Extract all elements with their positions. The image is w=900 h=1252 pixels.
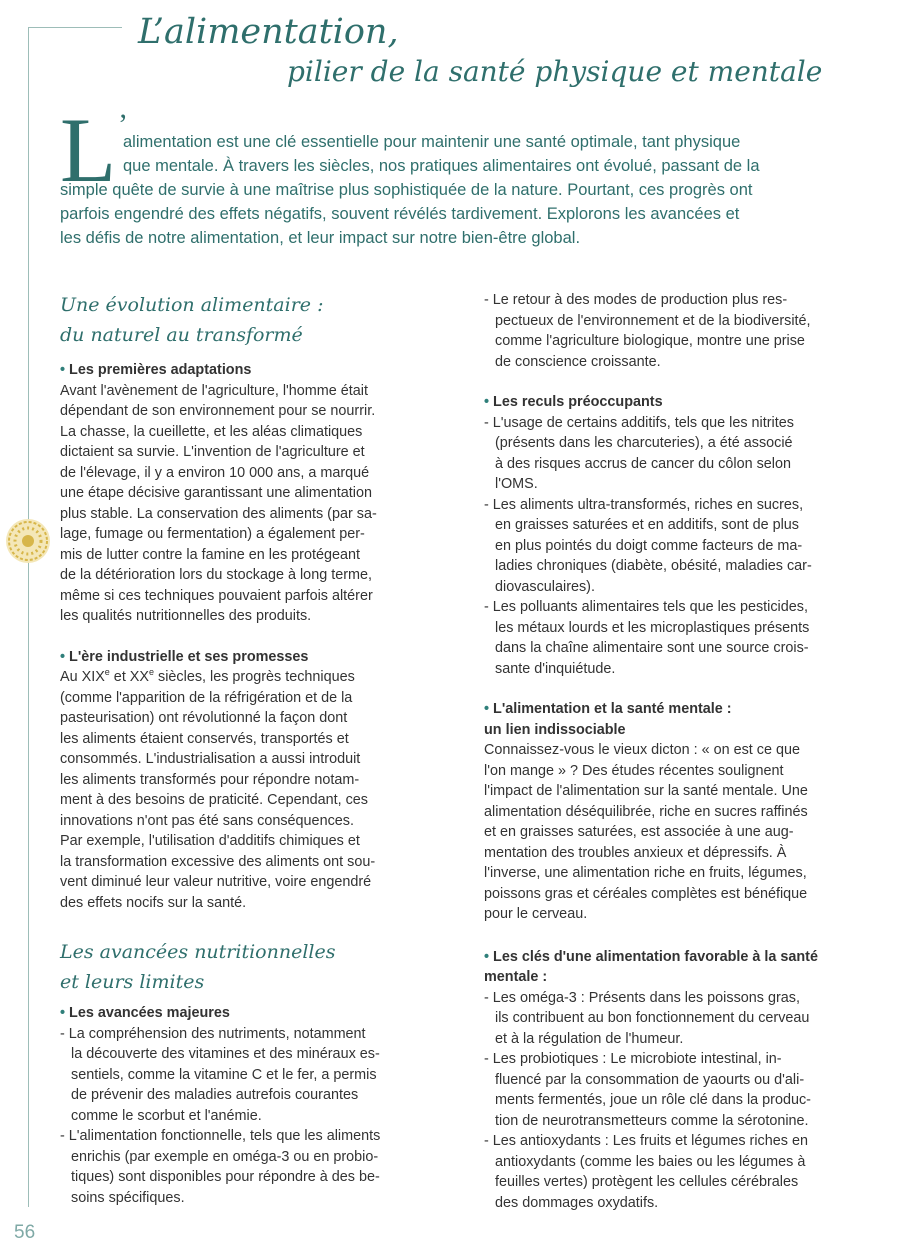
paragraph-line: consommés. L'industrialisation a aussi introduit — [60, 751, 361, 767]
paragraph-line: (comme l'apparition de la réfrigération et de la — [60, 689, 353, 706]
subheading: mentale : — [484, 969, 548, 985]
bullet: • — [484, 394, 490, 410]
list-item-line: - L'alimentation fonctionnelle, tels que les aliments — [60, 1128, 381, 1144]
list-item-line: - Les antioxydants : Les fruits et légumes riches en — [484, 1133, 808, 1149]
bullet: • — [60, 362, 66, 378]
paragraph-line: l'on mange » ? Des études récentes soulignent — [484, 762, 784, 779]
subheading: • Les premières adaptations — [60, 362, 252, 378]
paragraph-line: de la détérioration lors du stockage à long terme, — [60, 567, 372, 583]
paragraph-line: Par exemple, l'utilisation d'additifs chimiques et — [60, 833, 360, 849]
list-item-line: soins spécifiques. — [71, 1189, 185, 1206]
list-item-line: fluencé par la consommation de yaourts ou d'ali- — [495, 1071, 805, 1088]
paragraph-line: les aliments transformés pour répondre notam- — [60, 771, 360, 788]
list-item-line: comme l'agriculture biologique, montre une prise — [495, 333, 805, 349]
paragraph-line: alimentation déséquilibrée, riche en sucres raffinés — [484, 803, 808, 820]
list-item-line: des dommages oxydatifs. — [495, 1194, 659, 1211]
paragraph-line: dépendant de son environnement pour se nourrir. — [60, 403, 376, 419]
drop-cap-apostrophe: ’ — [118, 108, 128, 141]
list-item-line: de prévenir des maladies autrefois courantes — [71, 1087, 359, 1103]
page-title-line1: L’alimentation, — [138, 12, 399, 52]
list-item-line: (présents dans les charcuteries), a été associé — [495, 435, 793, 451]
list-item-line: en graisses saturées et en additifs, sont de plus — [495, 517, 799, 533]
paragraph-line: poissons gras et céréales complètes est bénéfique — [484, 885, 808, 902]
list-item-line: sante d'inquiétude. — [495, 660, 616, 677]
list-item-line: tiques) sont disponibles pour répondre à des be- — [71, 1169, 380, 1185]
paragraph-line: plus stable. La conservation des aliments (par sa- — [60, 505, 377, 522]
list-item-line: - La compréhension des nutriments, notamment — [60, 1025, 366, 1042]
list-item-line: en plus pointés du doigt comme facteurs de ma- — [495, 537, 803, 554]
list-item-line: diovasculaires). — [495, 578, 595, 595]
paragraph-line: mis de lutter contre la famine en les protégeant — [60, 546, 360, 563]
subheading: • Les clés d'une alimentation favorable à la santé — [484, 948, 818, 965]
section-title: Les avancées nutritionnelles — [60, 941, 336, 963]
paragraph-line: même si ces techniques pouvaient parfois altérer — [60, 587, 373, 604]
subheading: • L'alimentation et la santé mentale : — [484, 701, 732, 717]
list-item-line: à des risques accrus de cancer du côlon selon — [495, 455, 791, 472]
subheading: • Les avancées majeures — [60, 1005, 230, 1021]
paragraph-line: des effets nocifs sur la santé. — [60, 894, 247, 911]
paragraph-line: Au XIXe et XXe siècles, les progrès techniques — [60, 667, 355, 685]
paragraph-line: pasteurisation) ont révolutionné la façon dont — [60, 710, 348, 726]
section-title: et leurs limites — [60, 971, 205, 993]
list-item-line: l'OMS. — [495, 476, 538, 492]
list-item-line: - Les probiotiques : Le microbiote intestinal, in- — [484, 1051, 782, 1067]
intro-line: que mentale. À travers les siècles, nos pratiques alimentaires ont évolué, passant de la — [123, 157, 760, 175]
paragraph-line: Avant l'avènement de l'agriculture, l'homme était — [60, 382, 368, 399]
intro-line: alimentation est une clé essentielle pour maintenir une santé optimale, tant physique — [123, 133, 741, 151]
list-item-line: - Les oméga-3 : Présents dans les poissons gras, — [484, 989, 800, 1006]
list-item-line: enrichis (par exemple en oméga-3 ou en probio- — [71, 1148, 379, 1165]
gold-floral-seal-icon — [5, 518, 51, 564]
frame-line-left — [28, 27, 29, 1207]
list-item-line: et à la régulation de l'humeur. — [495, 1030, 684, 1047]
paragraph-line: l'inverse, une alimentation riche en fruits, légumes, — [484, 865, 807, 881]
paragraph-line: La chasse, la cueillette, et les aléas climatiques — [60, 423, 363, 440]
drop-cap: L — [60, 99, 117, 201]
paragraph-line: l'impact de l'alimentation sur la santé mentale. Une — [484, 783, 808, 799]
list-item-line: ils contribuent au bon fonctionnement du cerveau — [495, 1010, 810, 1026]
list-item-line: sentiels, comme la vitamine C et le fer, a permis — [71, 1066, 377, 1083]
list-item-line: antioxydants (comme les baies ou les légumes à — [495, 1153, 806, 1170]
list-item-line: ments fermentés, joue un rôle clé dans la produc- — [495, 1092, 811, 1108]
paragraph-line: Connaissez-vous le vieux dicton : « on est ce que — [484, 742, 800, 758]
paragraph-line: une étape décisive garantissant une alimentation — [60, 485, 373, 501]
bullet: • — [60, 1005, 66, 1021]
paragraph-line: pour le cerveau. — [484, 906, 588, 922]
bullet: • — [484, 701, 490, 717]
list-item-line: ladies chroniques (diabète, obésité, maladies car- — [495, 558, 812, 574]
intro-line: simple quête de survie à une maîtrise plus sophistiquée de la nature. Pourtant, ces progrès ont — [60, 181, 753, 199]
list-item-line: les métaux lourds et les microplastiques présents — [495, 619, 810, 636]
list-item-line: comme le scorbut et l'anémie. — [71, 1107, 262, 1124]
intro-line: parfois engendré des effets négatifs, souvent révélés tardivement. Explorons les avancées et — [60, 205, 740, 223]
paragraph-line: innovations n'ont pas été sans conséquences. — [60, 812, 354, 829]
paragraph-line: dictaient sa survie. L'invention de l'agriculture et — [60, 444, 365, 460]
list-item-line: - Les aliments ultra-transformés, riches en sucres, — [484, 496, 804, 513]
bullet: • — [60, 648, 66, 665]
subheading: • L'ère industrielle et ses promesses — [60, 648, 309, 665]
list-item-line: tion de neurotransmetteurs comme la sérotonine. — [495, 1112, 809, 1129]
list-item-line: - L'usage de certains additifs, tels que les nitrites — [484, 414, 794, 431]
left-column — [60, 290, 448, 1208]
intro-line: les défis de notre alimentation, et leur impact sur notre bien-être global. — [60, 229, 581, 247]
list-item-line: de conscience croissante. — [495, 353, 661, 370]
page-title-line2: pilier de la santé physique et mentale — [287, 55, 823, 88]
list-item-line: - Le retour à des modes de production plus res- — [484, 292, 788, 308]
paragraph-line: lage, fumage ou fermentation) a également per- — [60, 526, 365, 542]
list-item-line: - Les polluants alimentaires tels que les pesticides, — [484, 599, 808, 615]
paragraph-line: les aliments étaient conservés, transportés et — [60, 730, 349, 747]
paragraph-line: vent diminué leur valeur nutritive, voire engendré — [60, 874, 372, 890]
subheading: • Les reculs préoccupants — [484, 394, 663, 410]
paragraph-line: les qualités nutritionnelles des produits. — [60, 608, 312, 624]
list-item-line: dans la chaîne alimentaire sont une source crois- — [495, 640, 809, 656]
paragraph-line: ment à des besoins de praticité. Cependant, ces — [60, 792, 368, 808]
intro-paragraph — [60, 130, 880, 250]
right-column — [484, 290, 876, 1213]
page-number: 56 — [14, 1222, 36, 1243]
list-item-line: pectueux de l'environnement et de la biodiversité, — [495, 312, 811, 329]
paragraph-line: et en graisses saturées, est associée à une aug- — [484, 824, 794, 840]
paragraph-line: mentation des troubles anxieux et dépressifs. À — [484, 844, 787, 861]
section-title: du naturel au transformé — [60, 324, 303, 346]
list-item-line: la découverte des vitamines et des minéraux es- — [71, 1046, 380, 1062]
list-item-line: feuilles vertes) protègent les cellules cérébrales — [495, 1174, 799, 1190]
paragraph-line: de l'élevage, il y a environ 10 000 ans, a marqué — [60, 464, 370, 481]
bullet: • — [484, 948, 490, 965]
paragraph-line: la transformation excessive des aliments ont sou- — [60, 853, 376, 870]
section-title: Une évolution alimentaire : — [60, 294, 324, 316]
subheading: un lien indissociable — [484, 721, 626, 738]
frame-line-top — [28, 27, 122, 28]
